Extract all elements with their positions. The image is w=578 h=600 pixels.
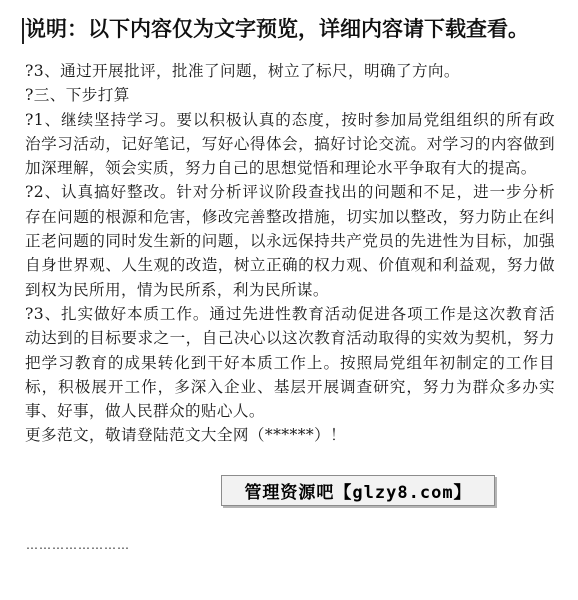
paragraph-continue-learning: ?1、继续坚持学习。要以积极认真的态度，按时参加局党组组织的所有政治学习活动，记好笔记，写好心得体会，搞好讨论交流。对学习的内容做到加深理解，领会实质，努力自己的思想觉悟和理论水平争取有大的提高。 — [25, 110, 555, 178]
document-body — [25, 59, 555, 448]
more-templates-line: 更多范文，敬请登陆范文大全网（******）！ — [25, 426, 347, 445]
paragraph-rectification: ?2、认真搞好整改。针对分析评议阶段查找出的问题和不足，进一步分析存在问题的根源和危害，修改完善整改措施，切实加以整改，努力防止在纠正老问题的同时发生新的问题，以永远保持共产党员的先进性为目标，加强自身世界观、人生观的改造，树立正确的权力观、价值观和利益观，努力做到权为民所用，情为民所系，利为民所谋。 — [25, 183, 555, 299]
paragraph-criticism-result: ?3、通过开展批评，批准了问题，树立了标尺，明确了方向。 — [25, 62, 460, 80]
section-heading-next-steps: ?三、下步打算 — [25, 86, 130, 105]
watermark-badge: 管理资源吧【glzy8.com】 — [221, 475, 495, 506]
paragraph-core-work: ?3、扎实做好本质工作。通过先进性教育活动促进各项工作是这次教育活动达到的目标要求之一，自己决心以这次教育活动取得的实效为契机，努力把学习教育的成果转化到干好本质工作上。按照局党组年初制定的工作目标，积极展开工作，多深入企业、基层开展调查研究，努力为群众多办实事、好事，做人民群众的贴心人。 — [25, 304, 555, 421]
dotted-separator: …………………… — [26, 538, 130, 552]
preview-notice: 说明：以下内容仅为文字预览，详细内容请下载查看。 — [25, 16, 529, 41]
